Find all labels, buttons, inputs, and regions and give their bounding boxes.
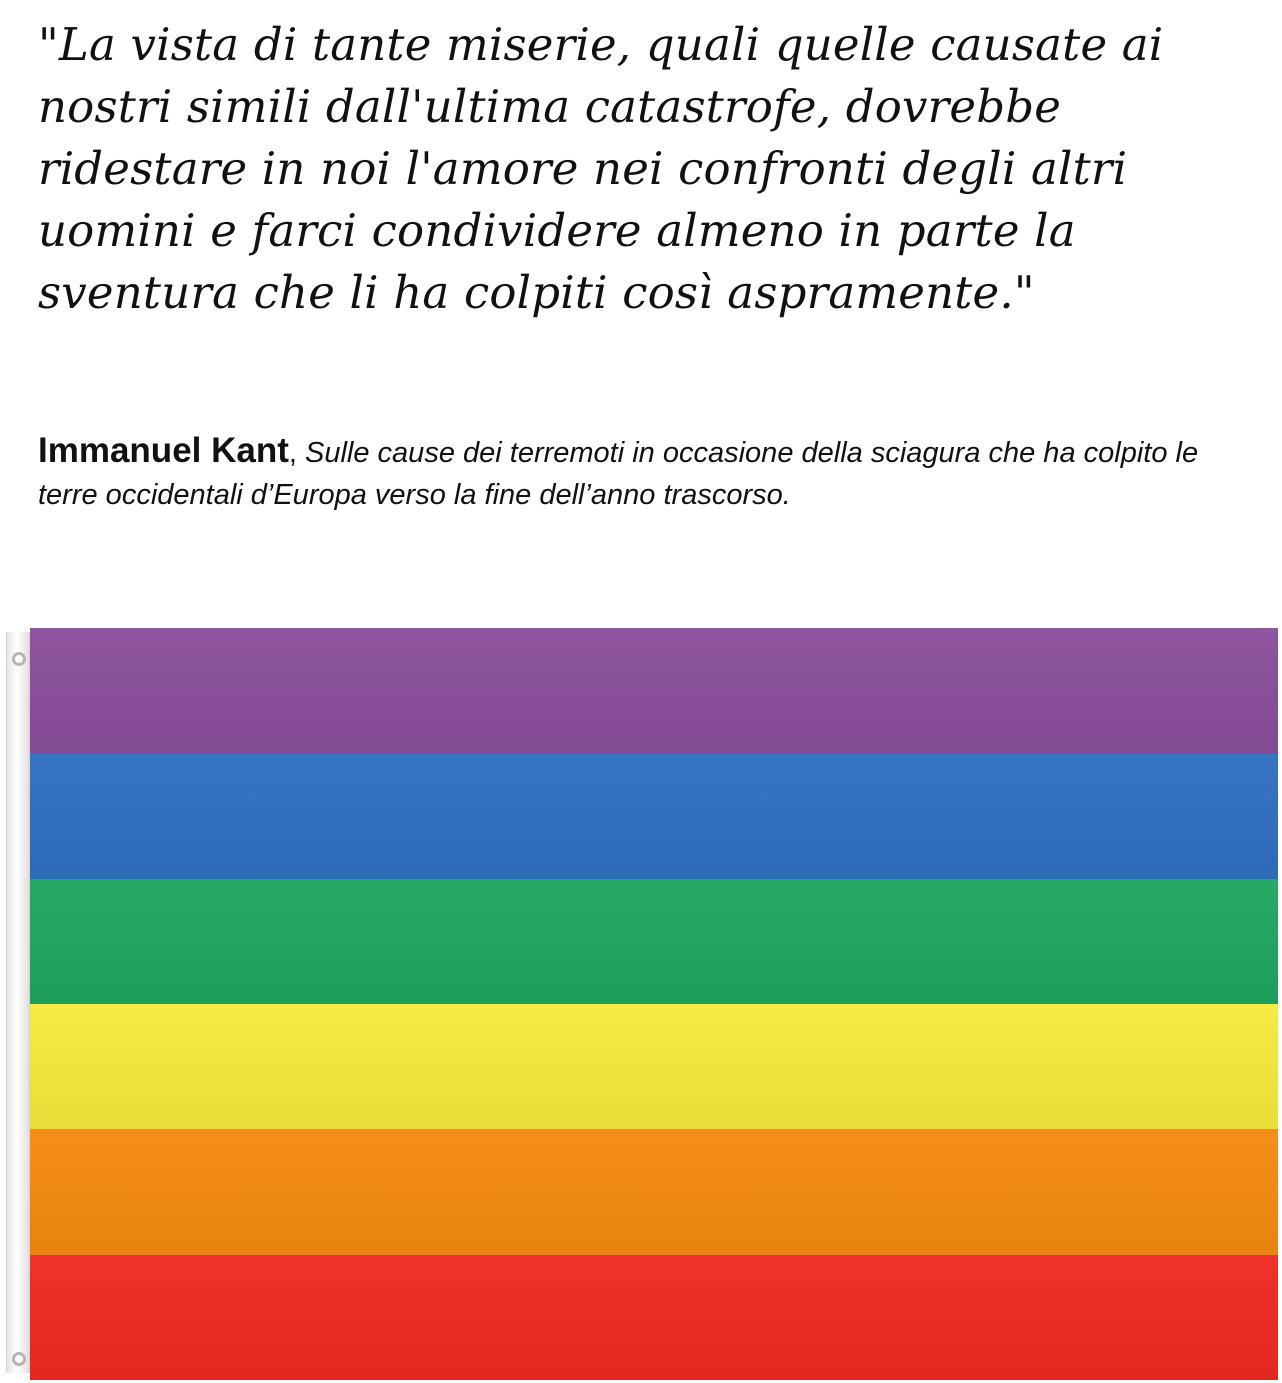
- rainbow-flag-icon: [0, 620, 1282, 1383]
- citation-author: Immanuel Kant: [38, 431, 289, 470]
- quote-text: "La vista di tante miserie, quali quelle causate ai nostri simili dall'ultima catastrofe, dovrebbe ridestare in noi l'amore nei confronti degli altri uomini e farci condividere almeno in parte la sventura che li ha colpiti così aspramente.": [38, 18, 1164, 319]
- citation: [38, 430, 1253, 516]
- flag-stripe-yellow: [30, 1004, 1278, 1129]
- flag-stripe-blue: [30, 753, 1278, 878]
- citation-separator: ,: [288, 437, 306, 469]
- flag-stripe-orange: [30, 1129, 1278, 1254]
- flag-grommet-top: [12, 652, 26, 666]
- flag-grommet-bottom: [12, 1352, 26, 1366]
- flag-stripe-purple: [30, 628, 1278, 753]
- flag-hoist: [6, 632, 30, 1373]
- flag-stripe-red: [30, 1255, 1278, 1380]
- citation-work: Sulle cause dei terremoti in occasione della sciagura che ha colpito le terre occidentali d’Europa verso la fine dell’anno trascorso.: [38, 437, 1199, 511]
- flag-stripe-green: [30, 879, 1278, 1004]
- flag-stripes: [30, 628, 1278, 1380]
